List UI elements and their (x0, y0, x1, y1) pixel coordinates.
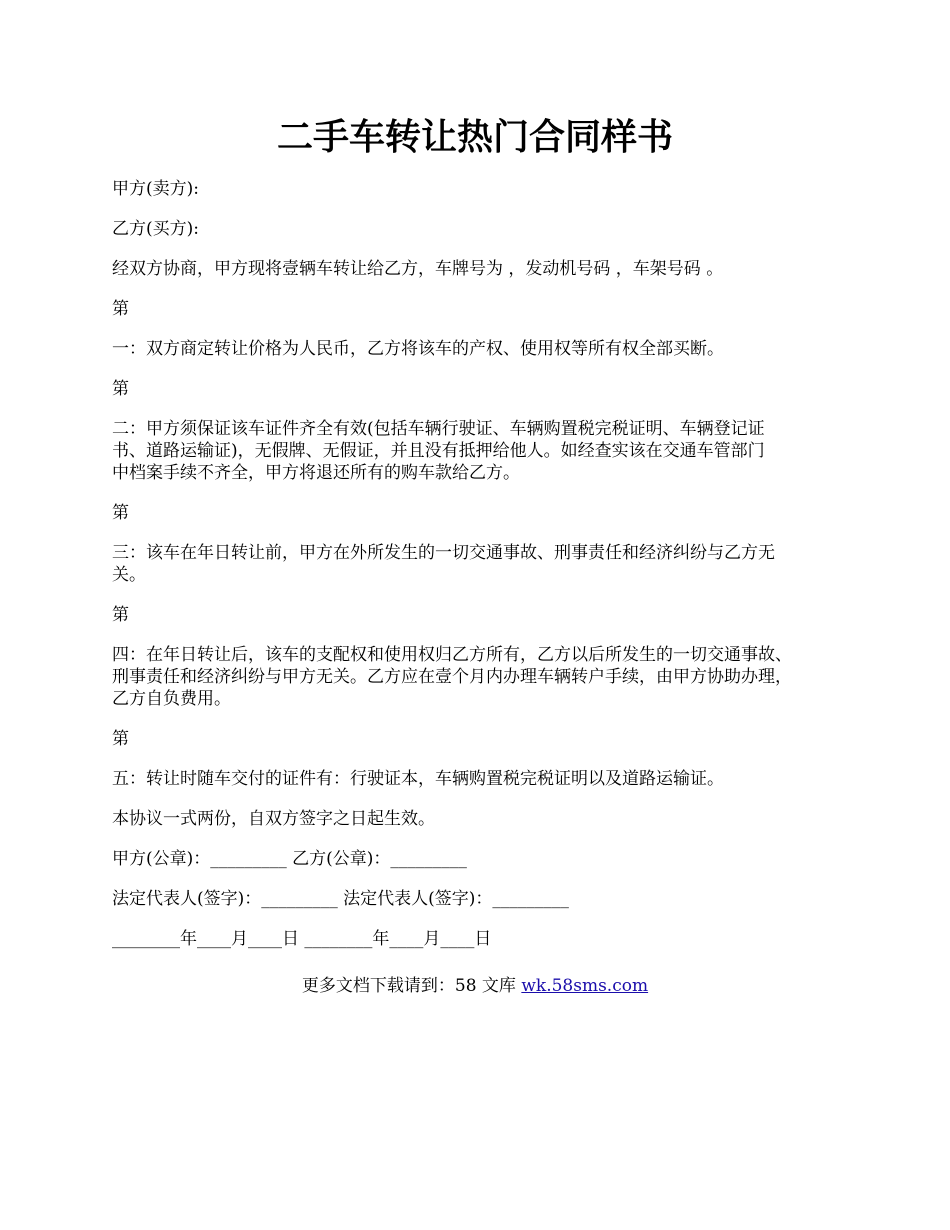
clause-marker: 第 (112, 503, 129, 523)
clause-3: 三：该车在年日转让前，甲方在外所发生的一切交通事故、刑事责任和经济纠纷与乙方无 关。 (112, 543, 775, 585)
document-body (112, 178, 852, 968)
footer-text: 更多文档下载请到：58 文库 (301, 976, 522, 996)
clause-5: 五：转让时随车交付的证件有：行驶证本，车辆购置税完税证明以及道路运输证。 (112, 769, 724, 789)
clause-1: 一：双方商定转让价格为人民币，乙方将该车的产权、使用权等所有权全部买断。 (112, 339, 724, 359)
clause-4: 四：在年日转让后，该车的支配权和使用权归乙方所有，乙方以后所发生的一切交通事故、 刑事责任和经济纠纷与甲方无关。乙方应在壹个月内办理车辆转户手续，由甲方协助办理， 乙方自负费用。 (112, 645, 792, 709)
document-title: 二手车转让热门合同样书 (276, 116, 673, 158)
seal-line: 甲方(公章)：_________ 乙方(公章)：_________ (112, 849, 467, 869)
clause-marker: 第 (112, 299, 129, 319)
date-line: ________年____月____日 ________年____月____日 (112, 929, 492, 949)
clause-marker: 第 (112, 379, 129, 399)
party-a-line: 甲方(卖方): (112, 179, 199, 199)
effectiveness-statement: 本协议一式两份，自双方签字之日起生效。 (112, 809, 435, 829)
clause-marker: 第 (112, 729, 129, 749)
footer-link[interactable]: wk.58sms.com (521, 976, 649, 996)
clause-2: 二：甲方须保证该车证件齐全有效(包括车辆行驶证、车辆购置税完税证明、车辆登记证 书、道路运输证)，无假牌、无假证，并且没有抵押给他人。如经查实该在交通车管部门 中档案手续不齐全，甲方将退还所有的购车款给乙方。 (112, 419, 765, 483)
intro-paragraph: 经双方协商，甲方现将壹辆车转让给乙方，车牌号为 ，发动机号码 ，车架号码 。 (112, 259, 724, 279)
party-b-line: 乙方(买方): (112, 219, 199, 239)
clause-marker: 第 (112, 605, 129, 625)
footer (0, 974, 950, 998)
signature-line: 法定代表人(签字)：_________ 法定代表人(签字)：_________ (112, 889, 569, 909)
